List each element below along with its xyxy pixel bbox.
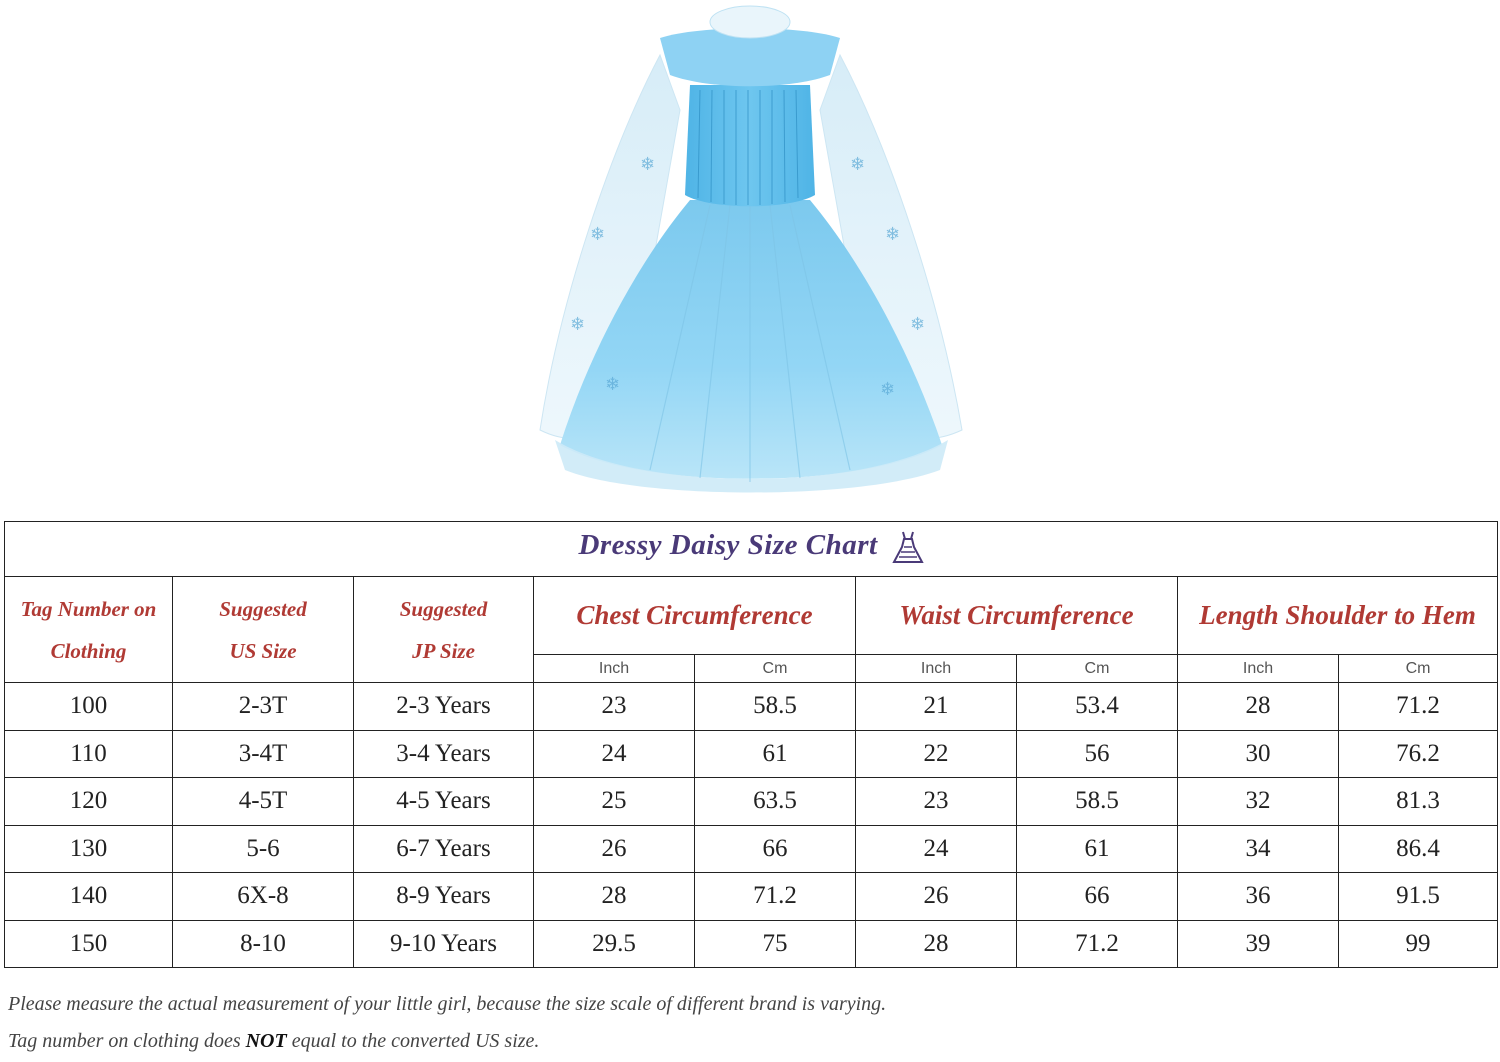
dress-product-image (530, 0, 970, 495)
unit-length-inch: Inch (1178, 655, 1339, 683)
note-tag-number (8, 1025, 1488, 1062)
cell-tag: 120 (5, 778, 173, 826)
col-length-label: Length Shoulder to Hem (1199, 600, 1476, 630)
svg-text:❄: ❄ (910, 314, 926, 335)
unit-chest-inch: Inch (534, 655, 695, 683)
unit-waist-inch: Inch (856, 655, 1017, 683)
cell-waist-cm: 56 (1017, 730, 1178, 778)
cell-tag: 150 (5, 920, 173, 968)
cell-chest-cm: 58.5 (695, 683, 856, 731)
svg-text:❄: ❄ (885, 224, 901, 245)
size-chart-table (4, 521, 1498, 968)
svg-text:❄: ❄ (640, 154, 656, 175)
cell-chest-inch: 23 (534, 683, 695, 731)
cell-length-cm: 76.2 (1339, 730, 1498, 778)
cell-length-inch: 32 (1178, 778, 1339, 826)
cell-jp-size: 8-9 Years (354, 873, 534, 921)
cell-chest-cm: 71.2 (695, 873, 856, 921)
col-chest-label: Chest Circumference (576, 600, 813, 630)
cell-waist-cm: 61 (1017, 825, 1178, 873)
cell-jp-size: 4-5 Years (354, 778, 534, 826)
chart-title: Dressy Daisy Size Chart (578, 528, 878, 561)
col-us-label: Suggested US Size (219, 596, 307, 663)
note-measure: Please measure the actual measurement of your little girl, because the size scale of different brand is varying. (8, 993, 887, 1015)
svg-text:❄: ❄ (570, 314, 586, 335)
cell-waist-inch: 24 (856, 825, 1017, 873)
cell-length-cm: 81.3 (1339, 778, 1498, 826)
col-waist-header (856, 577, 1178, 655)
unit-length-cm: Cm (1339, 655, 1498, 683)
cell-waist-inch: 21 (856, 683, 1017, 731)
cell-waist-cm: 71.2 (1017, 920, 1178, 968)
cell-us-size: 2-3T (173, 683, 354, 731)
svg-text:❄: ❄ (590, 224, 606, 245)
note-emphasis: NOT (245, 1030, 287, 1052)
cell-chest-inch: 28 (534, 873, 695, 921)
table-row (5, 683, 1498, 731)
cell-chest-inch: 24 (534, 730, 695, 778)
cell-us-size: 5-6 (173, 825, 354, 873)
size-notes (8, 988, 1488, 1062)
col-tag-label: Tag Number on Clothing (20, 596, 157, 663)
cell-chest-cm: 75 (695, 920, 856, 968)
cell-chest-cm: 66 (695, 825, 856, 873)
table-row (5, 825, 1498, 873)
unit-chest-cm: Cm (695, 655, 856, 683)
cell-waist-inch: 26 (856, 873, 1017, 921)
svg-text:❄: ❄ (605, 374, 621, 395)
cell-chest-cm: 61 (695, 730, 856, 778)
unit-waist-cm: Cm (1017, 655, 1178, 683)
chart-title-cell (5, 522, 1498, 577)
cell-us-size: 3-4T (173, 730, 354, 778)
cell-tag: 140 (5, 873, 173, 921)
cell-chest-cm: 63.5 (695, 778, 856, 826)
cell-waist-cm: 66 (1017, 873, 1178, 921)
cell-us-size: 8-10 (173, 920, 354, 968)
col-tag-header (5, 577, 173, 683)
cell-waist-inch: 23 (856, 778, 1017, 826)
note-tag-text-end: equal to the converted US size. (286, 1030, 540, 1052)
dress-icon (892, 530, 924, 569)
cell-us-size: 6X-8 (173, 873, 354, 921)
cell-length-inch: 30 (1178, 730, 1339, 778)
table-row (5, 920, 1498, 968)
col-us-header (173, 577, 354, 683)
col-jp-header (354, 577, 534, 683)
cell-waist-cm: 58.5 (1017, 778, 1178, 826)
col-jp-label: Suggested JP Size (399, 596, 488, 663)
cell-jp-size: 2-3 Years (354, 683, 534, 731)
cell-waist-cm: 53.4 (1017, 683, 1178, 731)
cell-length-inch: 36 (1178, 873, 1339, 921)
note-tag-text: Tag number on clothing does (8, 1030, 246, 1052)
cell-length-cm: 86.4 (1339, 825, 1498, 873)
cell-chest-inch: 26 (534, 825, 695, 873)
svg-text:❄: ❄ (880, 379, 896, 400)
col-length-header (1178, 577, 1498, 655)
cell-tag: 130 (5, 825, 173, 873)
cell-length-inch: 39 (1178, 920, 1339, 968)
cell-length-inch: 28 (1178, 683, 1339, 731)
col-waist-label: Waist Circumference (899, 600, 1134, 630)
cell-length-cm: 71.2 (1339, 683, 1498, 731)
cell-jp-size: 9-10 Years (354, 920, 534, 968)
cell-jp-size: 6-7 Years (354, 825, 534, 873)
cell-tag: 100 (5, 683, 173, 731)
svg-text:❄: ❄ (850, 154, 866, 175)
cell-chest-inch: 25 (534, 778, 695, 826)
cell-tag: 110 (5, 730, 173, 778)
cell-length-inch: 34 (1178, 825, 1339, 873)
table-row (5, 873, 1498, 921)
cell-waist-inch: 22 (856, 730, 1017, 778)
cell-jp-size: 3-4 Years (354, 730, 534, 778)
cell-length-cm: 91.5 (1339, 873, 1498, 921)
col-chest-header (534, 577, 856, 655)
cell-us-size: 4-5T (173, 778, 354, 826)
table-row (5, 730, 1498, 778)
cell-waist-inch: 28 (856, 920, 1017, 968)
cell-length-cm: 99 (1339, 920, 1498, 968)
table-row (5, 778, 1498, 826)
cell-chest-inch: 29.5 (534, 920, 695, 968)
